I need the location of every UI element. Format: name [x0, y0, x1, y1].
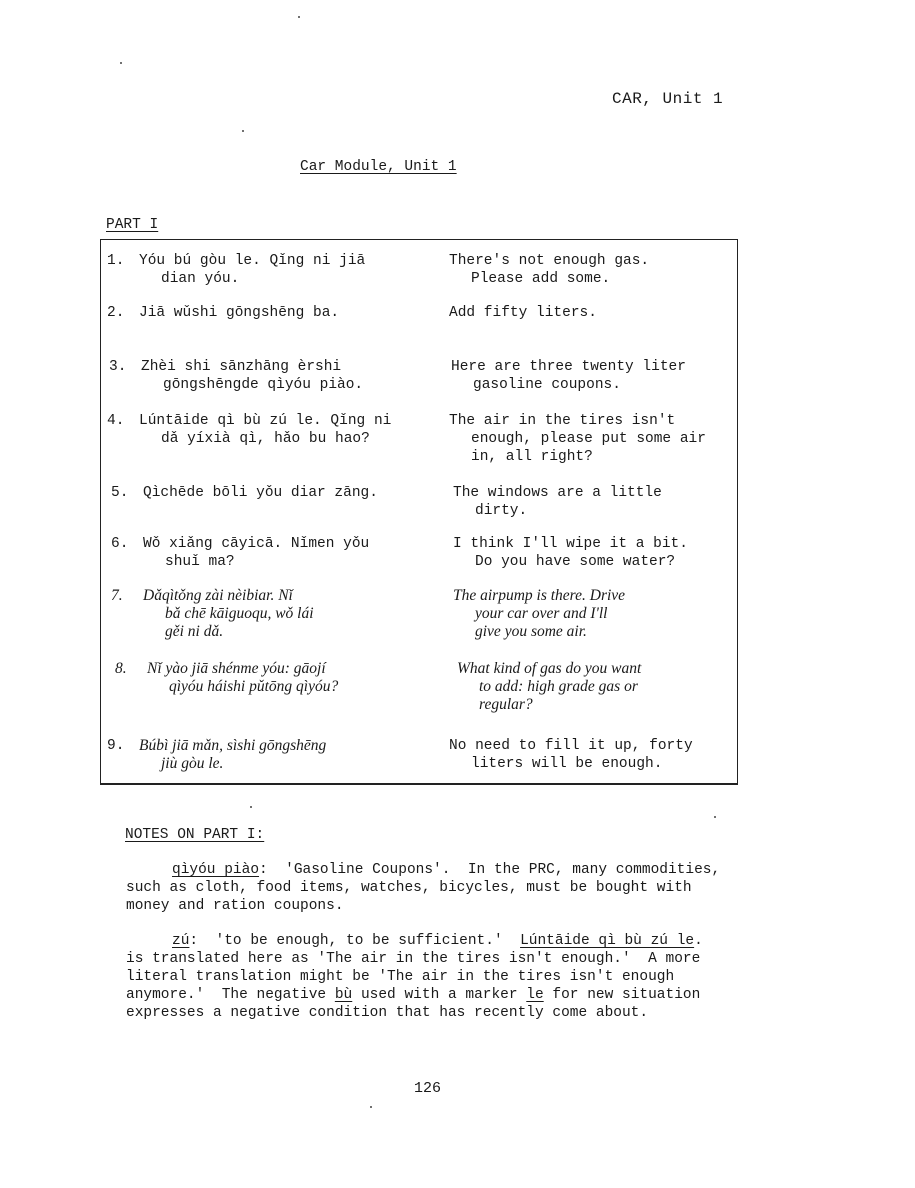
- entry-english: There's not enough gas. Please add some.: [449, 253, 650, 287]
- scan-speck: [298, 16, 300, 18]
- scan-speck: [250, 806, 252, 808]
- part-label: PART I: [106, 217, 159, 233]
- entry-number: 2.: [107, 305, 125, 321]
- entry-english: The airpump is there. Drive your car over and I'll give you some air.: [453, 587, 626, 640]
- entry-number: 7.: [111, 587, 123, 604]
- page-number: 126: [414, 1080, 442, 1097]
- entry-chinese: Zhèi shi sānzhāng èrshi gōngshēngde qìyóu piào.: [141, 359, 364, 393]
- entry-english: I think I'll wipe it a bit. Do you have some water?: [453, 536, 688, 570]
- dialogue-table: [100, 239, 738, 785]
- entry-number: 3.: [109, 359, 127, 375]
- scan-speck: [370, 1106, 372, 1108]
- entry-number: 6.: [111, 536, 129, 552]
- entry-chinese: Dǎqìtǒng zài nèibiar. Nǐ bǎ chē kāiguoqu, wǒ lái gěi ni dǎ.: [143, 587, 314, 640]
- note-term: bù: [334, 987, 353, 1003]
- entry-chinese: Wǒ xiǎng cāyicā. Nǐmen yǒu shuǐ ma?: [143, 536, 370, 570]
- page-title: Car Module, Unit 1: [300, 159, 457, 175]
- entry-chinese: Lúntāide qì bù zú le. Qǐng ni dǎ yíxià qì, hǎo bu hao?: [139, 413, 392, 447]
- entry-english: Add fifty liters.: [449, 305, 597, 321]
- entry-number: 5.: [111, 485, 129, 501]
- note-example: Lúntāide qì bù zú le: [520, 933, 695, 949]
- entry-number: 8.: [115, 660, 127, 677]
- entry-english: What kind of gas do you want to add: high grade gas or regular?: [457, 660, 642, 713]
- entry-english: The air in the tires isn't enough, please put some air in, all right?: [449, 413, 706, 465]
- note-term: qìyóu piào: [172, 862, 260, 878]
- scan-speck: [714, 816, 716, 818]
- note-paragraph: qìyóu piào: 'Gasoline Coupons'. In the PRC, many commodities, such as cloth, food items, watches, bicycles, must be bought with money and ration coupons.: [126, 862, 721, 914]
- entry-chinese: Nǐ yào jiā shénme yóu: gāojí qìyóu háishi pǔtōng qìyóu?: [147, 660, 339, 695]
- entry-number: 9.: [107, 738, 125, 754]
- entry-english: No need to fill it up, forty liters will be enough.: [449, 738, 693, 772]
- notes-heading: NOTES ON PART I:: [125, 827, 265, 843]
- entry-number: 1.: [107, 253, 125, 269]
- entry-english: The windows are a little dirty.: [453, 485, 662, 519]
- entry-chinese: Qìchēde bōli yǒu diar zāng.: [143, 485, 378, 501]
- entry-chinese: Jiā wǔshi gōngshēng ba.: [139, 305, 340, 321]
- entry-chinese: Búbì jiā mǎn, sìshi gōngshēng jiù gòu le.: [139, 737, 327, 772]
- scan-speck: [242, 130, 244, 132]
- entry-english: Here are three twenty liter gasoline coupons.: [451, 359, 686, 393]
- note-term: le: [526, 987, 544, 1003]
- entry-chinese: Yóu bú gòu le. Qǐng ni jiā dian yóu.: [139, 253, 366, 287]
- unit-header: CAR, Unit 1: [612, 90, 724, 108]
- note-paragraph: zú: 'to be enough, to be sufficient.' Lúntāide qì bù zú le. is translated here as 'The air in the tires isn't enough.' A more literal translation might be 'The air in the tires isn't enough anymore.' The negative bù used with a marker le for new situation expresses a negative condition that has recently come about.: [126, 933, 703, 1021]
- scan-speck: [120, 62, 122, 64]
- entry-number: 4.: [107, 413, 125, 429]
- note-term: zú: [172, 933, 190, 949]
